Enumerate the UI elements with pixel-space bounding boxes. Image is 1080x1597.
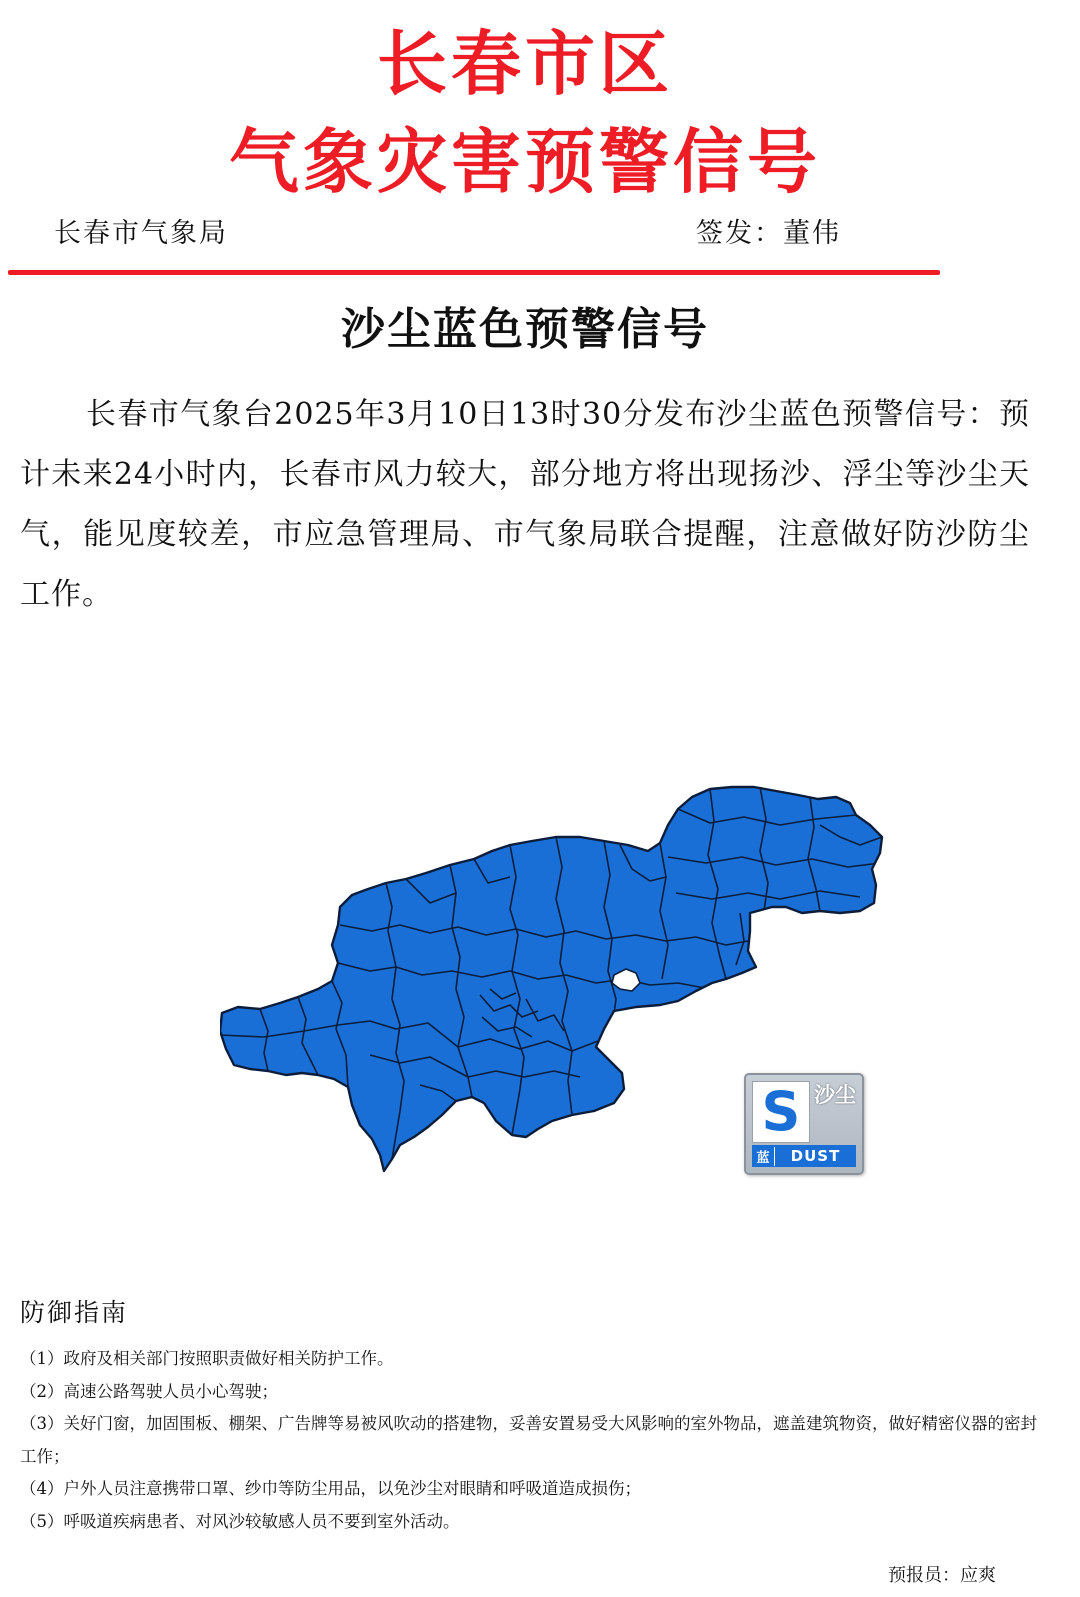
dust-level-label: 蓝	[752, 1147, 775, 1166]
guide-item: （4）户外人员注意携带口罩、纱巾等防尘用品，以免沙尘对眼睛和呼吸道造成损伤；	[20, 1479, 641, 1498]
guide-item: （1）政府及相关部门按照职责做好相关防护工作。	[20, 1349, 394, 1368]
dust-bar	[752, 1145, 856, 1167]
guide-item: （5）呼吸道疾病患者、对风沙较敏感人员不要到室外活动。	[20, 1511, 460, 1531]
guide-item: （3）关好门窗，加固围板、棚架、广告牌等易被风吹动的搭建物，妥善安置易受大风影响的室外物品，遮盖建筑物资，做好精密仪器的密封工作；	[20, 1414, 1037, 1466]
warning-body: 长春市气象台2025年3月10日13时30分发布沙尘蓝色预警信号：预计未来24小时内，长春市风力较大，部分地方将出现扬沙、浮尘等沙尘天气，能见度较差，市应急管理局、市气象局联合提醒，注意做好防沙防尘工作。	[20, 397, 1030, 612]
signer	[696, 214, 841, 254]
dust-s-box	[752, 1081, 810, 1143]
title-line-2: 气象灾害预警信号	[229, 121, 821, 203]
dust-s-letter: S	[761, 1080, 801, 1143]
dust-cn-label: 沙尘	[814, 1083, 856, 1107]
issuer: 长春市气象局	[54, 218, 228, 249]
signer-label: 签发：	[696, 218, 783, 249]
guide-heading: 防御指南	[20, 1298, 129, 1327]
warning-title: 沙尘蓝色预警信号	[341, 304, 709, 355]
guide-list	[20, 1343, 1040, 1538]
dust-en-label: DUST	[790, 1147, 841, 1165]
title-line-1: 长春市区	[377, 23, 673, 105]
forecaster: 预报员：应爽	[888, 1565, 996, 1586]
dust-warning-icon	[744, 1073, 864, 1175]
header-divider	[8, 270, 940, 275]
guide-item: （2）高速公路驾驶人员小心驾驶；	[20, 1381, 278, 1401]
signer-name: 董伟	[783, 218, 841, 249]
